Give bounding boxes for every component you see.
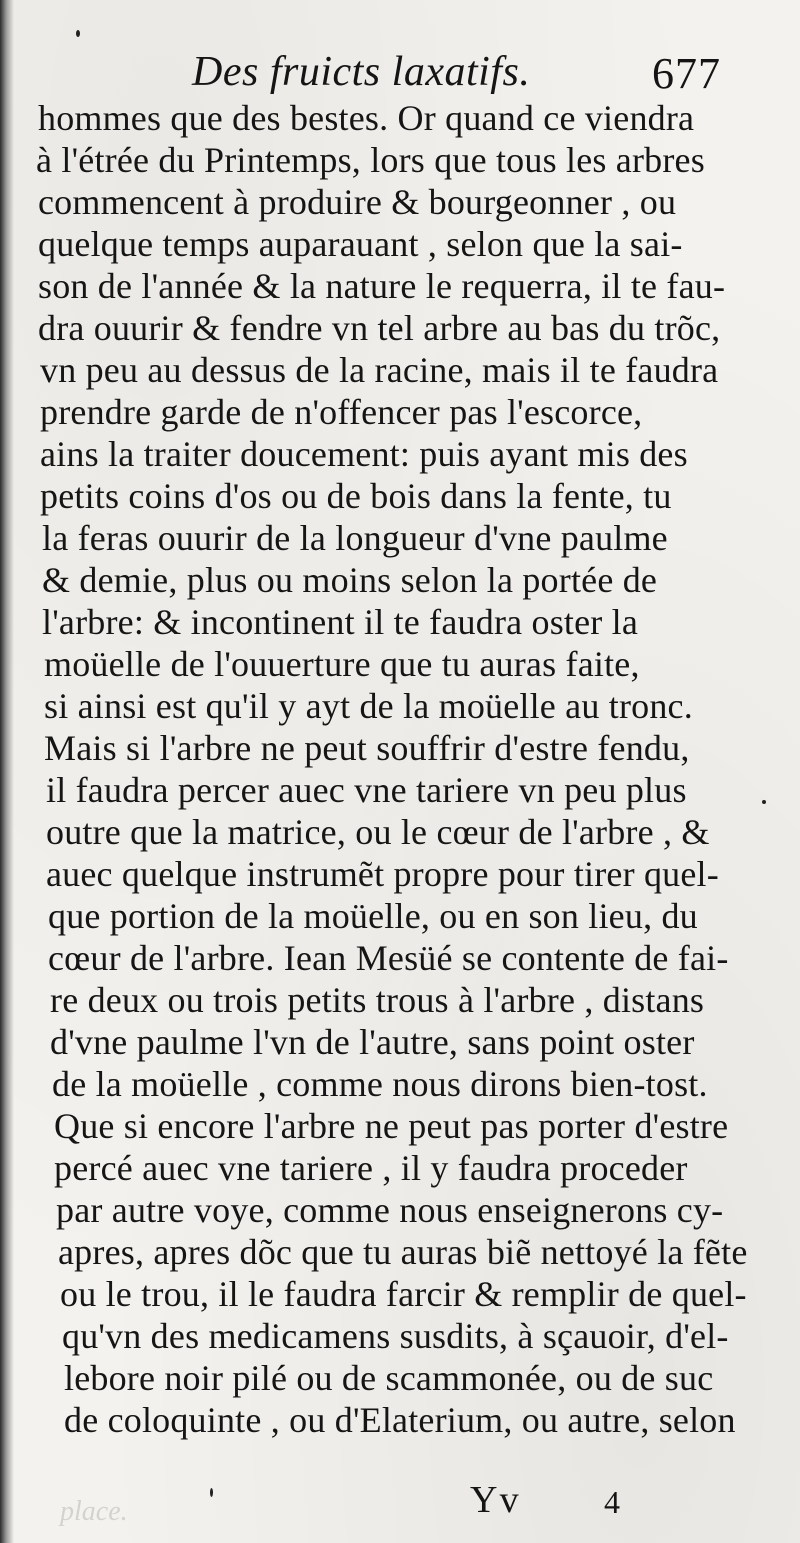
ink-speck xyxy=(762,800,766,804)
text-line: auec quelque instrumẽt propre pour tirer quel- xyxy=(46,854,719,894)
text-line: cœur de l'arbre. Iean Mesüé se contente de fai- xyxy=(48,938,729,978)
text-line: prendre garde de n'offencer pas l'escorce, xyxy=(40,392,643,432)
text-line: qu'vn des medicamens susdits, à sçauoir, d'el- xyxy=(62,1316,729,1356)
text-line: par autre voye, comme nous enseignerons cy- xyxy=(56,1190,724,1230)
text-line: moüelle de l'ouuerture que tu auras faite, xyxy=(44,644,640,684)
text-line: l'arbre: & incontinent il te faudra oster la xyxy=(42,602,639,642)
text-line: de coloquinte , ou d'Elaterium, ou autre, selon xyxy=(64,1400,736,1440)
text-line: à l'étrée du Printemps, lors que tous les arbres xyxy=(36,140,705,180)
ink-speck xyxy=(210,1488,213,1497)
signature-number: 4 xyxy=(604,1484,620,1520)
text-line: percé auec vne tariere , il y faudra proceder xyxy=(54,1148,688,1188)
text-line: petits coins d'os ou de bois dans la fente, tu xyxy=(40,476,672,516)
bleed-through-text: place. xyxy=(60,1496,128,1527)
running-title: Des fruicts laxatifs. xyxy=(192,49,531,95)
text-line: ou le trou, il le faudra farcir & remplir de quel- xyxy=(60,1274,747,1314)
page-number: 677 xyxy=(652,49,721,98)
signature-mark: Yv xyxy=(470,1479,525,1521)
text-line: ains la traiter doucement: puis ayant mis des xyxy=(40,434,688,474)
text-line: apres, apres dõc que tu auras biẽ nettoyé la fẽte xyxy=(58,1232,748,1272)
text-line: re deux ou trois petits trous à l'arbre , distans xyxy=(50,980,705,1020)
text-line: lebore noir pilé ou de scammonée, ou de suc xyxy=(64,1358,714,1398)
text-line: & demie, plus ou moins selon la portée de xyxy=(42,560,658,600)
text-line: dra ouurir & fendre vn tel arbre au bas du trõc, xyxy=(38,308,721,348)
text-line: si ainsi est qu'il y ayt de la moüelle au tronc. xyxy=(44,686,693,726)
text-line: que portion de la moüelle, ou en son lieu, du xyxy=(48,896,698,936)
text-line: son de l'année & la nature le requerra, il te fau- xyxy=(38,266,726,306)
text-line: vn peu au dessus de la racine, mais il te faudra xyxy=(40,350,719,390)
text-line: outre que la matrice, ou le cœur de l'arbre , & xyxy=(46,812,710,852)
text-line: quelque temps auparauant , selon que la sai- xyxy=(38,224,683,264)
text-line: hommes que des bestes. Or quand ce viendra xyxy=(38,98,695,138)
text-line: Mais si l'arbre ne peut souffrir d'estre fendu, xyxy=(44,728,690,768)
ink-speck xyxy=(76,30,80,37)
text-line: d'vne paulme l'vn de l'autre, sans point oster xyxy=(50,1022,695,1062)
text-line: il faudra percer auec vne tariere vn peu plus xyxy=(46,770,687,810)
text-line: commencent à produire & bourgeonner , ou xyxy=(38,182,677,222)
text-line: la feras ouurir de la longueur d'vne paulme xyxy=(42,518,668,558)
text-line: de la moüelle , comme nous dirons bien-tost. xyxy=(52,1064,708,1104)
text-line: Que si encore l'arbre ne peut pas porter d'estre xyxy=(54,1106,729,1146)
page-gutter-shadow xyxy=(0,0,14,1543)
